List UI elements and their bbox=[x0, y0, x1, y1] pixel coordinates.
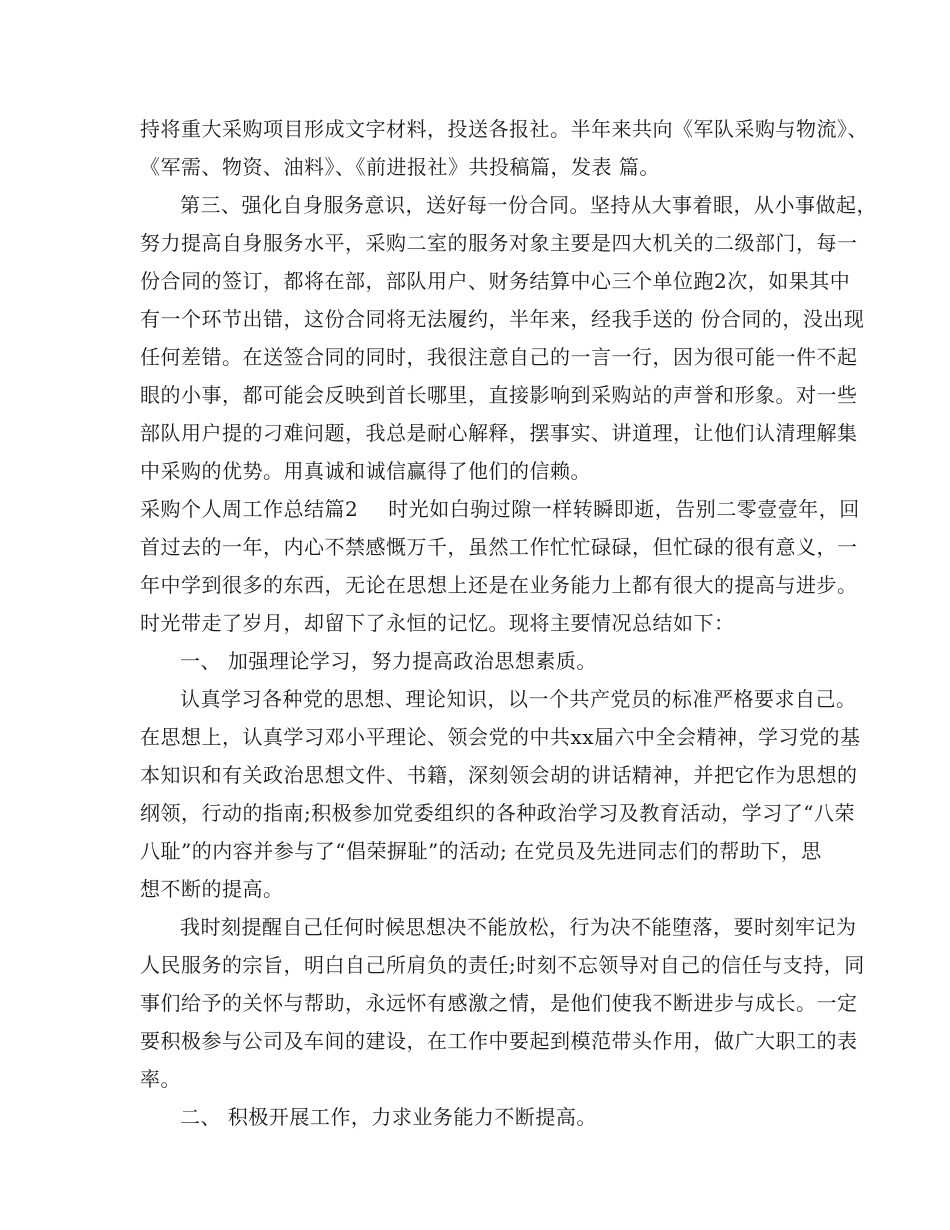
text-line: 眼的小事，都可能会反映到首长哪里，直接影响到采购站的声誉和形象。对一些 bbox=[140, 383, 858, 407]
text-line: 第三、强化自身服务意识，送好每一份合同。坚持从大事着眼，从小事做起， bbox=[180, 193, 877, 217]
text-line: 持将重大采购项目形成文字材料，投送各报社。半年来共向《军队采购与物流》、 bbox=[140, 117, 868, 141]
subheading-one: 一、 加强理论学习，努力提高政治思想素质。 bbox=[180, 649, 597, 673]
text-line: 人民服务的宗旨，明白自己所肩负的责任;时刻不忘领导对自己的信任与支持，同 bbox=[140, 953, 865, 977]
text-line: 本知识和有关政治思想文件、书籍，深刻领会胡的讲话精神，并把它作为思想的 bbox=[140, 763, 858, 787]
text-line: 份合同的签订，都将在部，部队用户、财务结算中心三个单位跑2次，如果其中 bbox=[140, 269, 851, 293]
text-line: 八耻”的内容并参与了“倡荣摒耻”的活动; 在党员及先进同志们的帮助下，思 bbox=[140, 839, 822, 863]
text-line: 部队用户提的刁难问题，我总是耐心解释，摆事实、讲道理，让他们认清理解集 bbox=[140, 421, 858, 445]
text-line: 首过去的一年，内心不禁感慨万千，虽然工作忙忙碌碌，但忙碌的很有意义，一 bbox=[140, 535, 858, 559]
text-line: 认真学习各种党的思想、理论知识，以一个共产党员的标准严格要求自己。 bbox=[180, 687, 857, 711]
text-line: 率。 bbox=[140, 1067, 181, 1091]
text-line: 事们给予的关怀与帮助，永远怀有感激之情，是他们使我不断进步与成长。一定 bbox=[140, 991, 858, 1015]
text-line: 我时刻提醒自己任何时候思想决不能放松，行为决不能堕落，要时刻牢记为 bbox=[180, 915, 857, 939]
text-line: 想不断的提高。 bbox=[140, 877, 284, 901]
text-line: 中采购的优势。用真诚和诚信赢得了他们的信赖。 bbox=[140, 459, 591, 483]
text-line: 年中学到很多的东西，无论在思想上还是在业务能力上都有很大的提高与进步。 bbox=[140, 573, 858, 597]
text-line: 在思想上，认真学习邓小平理论、领会党的中共xx届六中全会精神，学习党的基 bbox=[140, 725, 861, 749]
text-line: 努力提高自身服务水平，采购二室的服务对象主要是四大机关的二级部门，每一 bbox=[140, 231, 858, 255]
text-line: 时光如白驹过隙一样转瞬即逝，告别二零壹壹年，回 bbox=[388, 497, 860, 521]
section-heading: 采购个人周工作总结篇2 bbox=[140, 497, 359, 521]
text-line: 时光带走了岁月，却留下了永恒的记忆。现将主要情况总结如下： bbox=[140, 611, 735, 635]
text-line: 任何差错。在送签合同的同时，我很注意自己的一言一行，因为很可能一件不起 bbox=[140, 345, 858, 369]
text-line: 纲领，行动的指南;积极参加党委组织的各种政治学习及教育活动，学习了“八荣 bbox=[140, 801, 855, 825]
subheading-two: 二、 积极开展工作，力求业务能力不断提高。 bbox=[180, 1105, 597, 1129]
section-heading-line bbox=[140, 494, 860, 524]
text-line: 要积极参与公司及车间的建设，在工作中要起到模范带头作用，做广大职工的表 bbox=[140, 1029, 858, 1053]
text-line: 有一个环节出错，这份合同将无法履约，半年来，经我手送的 份合同的，没出现 bbox=[140, 307, 865, 331]
text-line: 《军需、物资、油料》、《前进报社》共投稿篇，发表 篇。 bbox=[140, 155, 660, 179]
